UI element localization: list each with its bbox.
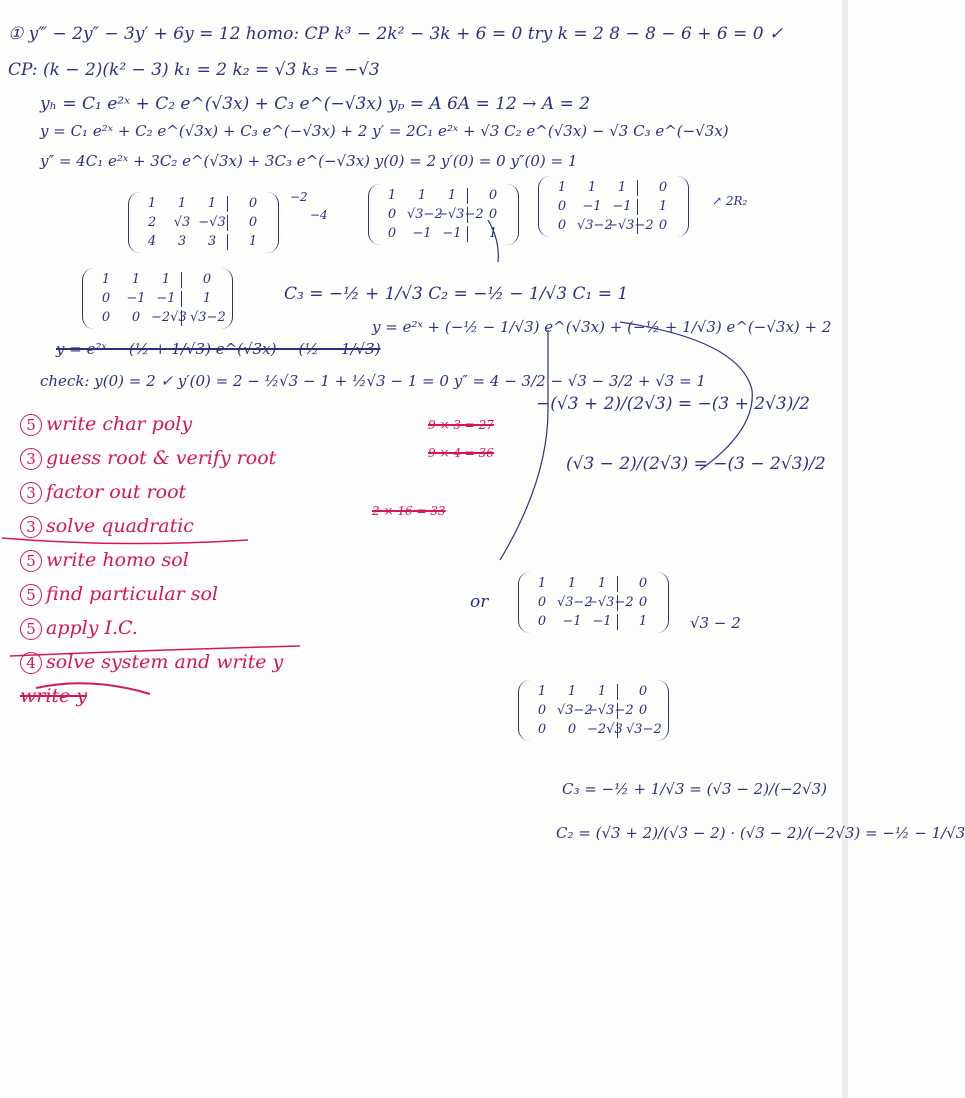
rubric-item: 5 write homo sol <box>20 548 283 572</box>
initial-condition-check: check: y(0) = 2 ✓ y′(0) = 2 − ½√3 − 1 + ½√3 − 1 = 0 y″ = 4 − 3/2 − √3 − 3/2 + √3 = 1 <box>40 372 706 390</box>
rubric-item: 5 find particular sol <box>20 582 283 606</box>
second-derivative: y″ = 4C₁ e²ˣ + 3C₂ e^(√3x) + 3C₃ e^(−√3x) y(0) = 2 y′(0) = 0 y″(0) = 1 <box>40 152 578 170</box>
problem-statement: ① y‴ − 2y″ − 3y′ + 6y = 12 homo: CP k³ − 2k² − 3k + 6 = 0 try k = 2 8 − 8 − 6 + 6 = 0 ✓ <box>8 24 784 44</box>
char-poly-factored: CP: (k − 2)(k² − 3) k₁ = 2 k₂ = √3 k₃ = −√3 <box>8 60 380 80</box>
augmented-matrix-6: 1 1 1 0 0 √3−2−√3−2 0 0 0 −2√3 √3−2 <box>518 680 669 741</box>
rubric-item: 3 solve quadratic <box>20 514 283 538</box>
aside-multiplication-3: 2 × 16 = 33 <box>372 504 446 518</box>
grading-rubric <box>20 412 283 708</box>
row-op-note-2: −4 <box>310 208 328 222</box>
augmented-matrix-2: 1 1 1 0 0 √3−2−√3−2 0 0 −1 −1 1 <box>368 184 519 245</box>
row-op-note-1: −2 <box>290 190 308 204</box>
fraction-simplification-1: −(√3 + 2)/(2√3) = −(3 + 2√3)/2 <box>536 394 810 414</box>
fraction-simplification-2: (√3 − 2)/(2√3) = −(3 − 2√3)/2 <box>566 454 826 474</box>
augmented-matrix-5: 1 1 1 0 0 √3−2−√3−2 0 0 −1 −1 1 <box>518 572 669 633</box>
aside-multiplication-2: 9 × 4 = 36 <box>428 446 494 460</box>
general-solution: y = C₁ e²ˣ + C₂ e^(√3x) + C₃ e^(−√3x) + 2 y′ = 2C₁ e²ˣ + √3 C₂ e^(√3x) − √3 C₃ e^(−√3x) <box>40 122 729 140</box>
row-op-result: √3 − 2 <box>690 614 741 632</box>
homogeneous-solution: yₕ = C₁ e²ˣ + C₂ e^(√3x) + C₃ e^(−√3x) yₚ = A 6A = 12 → A = 2 <box>40 94 591 114</box>
rubric-item: 3 factor out root <box>20 480 283 504</box>
rubric-item: 4 solve system and write y <box>20 650 283 674</box>
c3-alternate: C₃ = −½ + 1/√3 = (√3 − 2)/(−2√3) <box>562 780 828 798</box>
augmented-matrix-1: 1 1 1 0 2 √3 −√3 0 4 3 3 1 <box>128 192 279 253</box>
row-op-note-3: ↗ 2R₂ <box>712 194 748 208</box>
scratch-solution-struck: y = e²ˣ − (½ + 1/√3) e^(√3x) − (½ − 1/√3) <box>56 340 381 358</box>
rubric-item-struck: write y <box>20 685 88 707</box>
rubric-item: 5 apply I.C. <box>20 616 283 640</box>
alternate-route-label: or <box>470 592 489 612</box>
rubric-item: 5 write char poly <box>20 412 283 436</box>
c2-alternate: C₂ = (√3 + 2)/(√3 − 2) · (√3 − 2)/(−2√3) = −½ − 1/√3 <box>556 824 965 842</box>
augmented-matrix-4: 1 1 1 0 0 −1 −1 1 0 0 −2√3 √3−2 <box>82 268 233 329</box>
particular-solution-y: y = e²ˣ + (−½ − 1/√3) e^(√3x) + (−½ + 1/√3) e^(−√3x) + 2 <box>372 318 832 336</box>
aside-multiplication-1: 9 × 3 = 27 <box>428 418 494 432</box>
paper-edge <box>842 0 848 1098</box>
rubric-item: 3 guess root & verify root <box>20 446 283 470</box>
constants-solution: C₃ = −½ + 1/√3 C₂ = −½ − 1/√3 C₁ = 1 <box>284 284 629 304</box>
augmented-matrix-3: 1 1 1 0 0 −1 −1 1 0 √3−2−√3−2 0 <box>538 176 689 237</box>
